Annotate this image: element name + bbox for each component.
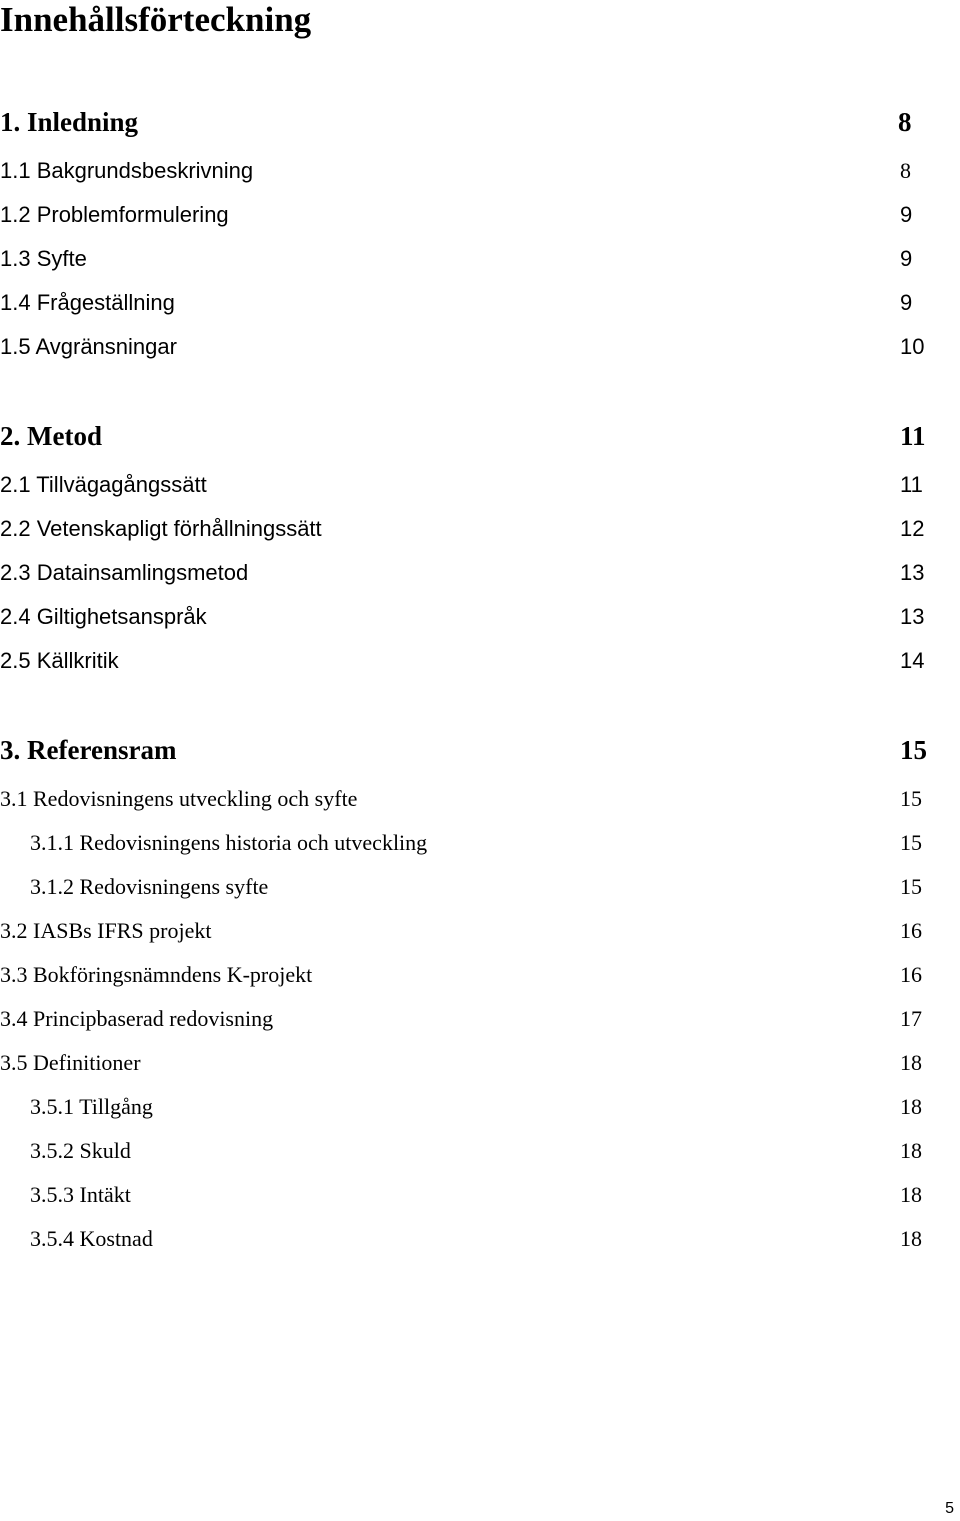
toc-heading-label: 1. Inledning xyxy=(0,107,139,137)
toc-entry-page: 9 xyxy=(900,202,913,227)
toc-entry-page: 11 xyxy=(900,472,923,497)
toc-entry[interactable] xyxy=(0,647,960,683)
toc-entry-page: 8 xyxy=(900,158,911,183)
toc-entry[interactable] xyxy=(0,873,960,909)
toc-entry-label: 1.5 Avgränsningar xyxy=(0,334,177,359)
toc-heading[interactable] xyxy=(0,734,960,770)
toc-heading[interactable] xyxy=(0,420,960,456)
toc-entry-page: 16 xyxy=(900,962,922,987)
toc-entry[interactable] xyxy=(0,1225,960,1261)
toc-entry[interactable] xyxy=(0,515,960,551)
toc-entry-page: 18 xyxy=(900,1226,922,1251)
toc-entry-label: 3.5.2 Skuld xyxy=(30,1138,131,1163)
toc-entry-label: 3.1 Redovisningens utveckling och syfte xyxy=(0,786,358,811)
toc-entry-page: 18 xyxy=(900,1182,922,1207)
toc-entry-label: 2.5 Källkritik xyxy=(0,648,119,673)
toc-heading-page: 11 xyxy=(900,421,926,451)
toc-entry-label: 3.5.4 Kostnad xyxy=(30,1226,153,1251)
toc-entry[interactable] xyxy=(0,471,960,507)
toc-heading-label: 2. Metod xyxy=(0,421,102,451)
toc-entry[interactable] xyxy=(0,961,960,997)
toc-entry-label: 3.5 Definitioner xyxy=(0,1050,141,1075)
toc-entry[interactable] xyxy=(0,1181,960,1217)
toc-entry-label: 2.4 Giltighetsanspråk xyxy=(0,604,207,629)
toc-entry[interactable] xyxy=(0,1005,960,1041)
toc-heading-label: 3. Referensram xyxy=(0,735,177,765)
toc-entry-label: 2.3 Datainsamlingsmetod xyxy=(0,560,249,585)
toc-entry-label: 2.2 Vetenskapligt förhållningssätt xyxy=(0,516,322,541)
toc-entry[interactable] xyxy=(0,559,960,595)
toc-entry-label: 3.5.1 Tillgång xyxy=(30,1094,153,1119)
toc-entry-page: 12 xyxy=(900,516,925,541)
toc-entry-page: 13 xyxy=(900,560,925,585)
toc-entry-page: 9 xyxy=(900,290,913,315)
toc-entry-label: 1.2 Problemformulering xyxy=(0,202,229,227)
toc-entry[interactable] xyxy=(0,785,960,821)
toc-entry-label: 3.1.2 Redovisningens syfte xyxy=(30,874,269,899)
toc-entry-label: 1.1 Bakgrundsbeskrivning xyxy=(0,158,254,183)
toc-entry-page: 16 xyxy=(900,918,922,943)
toc-entry[interactable] xyxy=(0,829,960,865)
toc-entry-label: 3.4 Principbaserad redovisning xyxy=(0,1006,274,1031)
toc-entry[interactable] xyxy=(0,333,960,369)
toc-entry-label: 3.3 Bokföringsnämndens K-projekt xyxy=(0,962,313,987)
toc-entry[interactable] xyxy=(0,157,960,193)
toc-entry-page: 10 xyxy=(900,334,925,359)
toc-entry-page: 17 xyxy=(900,1006,922,1031)
toc-entry-label: 3.2 IASBs IFRS projekt xyxy=(0,918,212,943)
toc-entry-page: 14 xyxy=(900,648,925,673)
page-title: Innehållsförteckning xyxy=(0,0,312,39)
toc-entry-page: 15 xyxy=(900,874,922,899)
toc-entry-page: 18 xyxy=(900,1094,922,1119)
toc-entry[interactable] xyxy=(0,1137,960,1173)
toc-entry-label: 3.1.1 Redovisningens historia och utveckling xyxy=(30,830,428,855)
toc-entry[interactable] xyxy=(0,1093,960,1129)
toc-entry-page: 18 xyxy=(900,1050,922,1075)
toc-entry[interactable] xyxy=(0,1049,960,1085)
toc-entry-label: 1.4 Frågeställning xyxy=(0,290,175,315)
toc-entry-page: 13 xyxy=(900,604,925,629)
page-number: 5 xyxy=(945,1500,954,1517)
toc-entry-page: 18 xyxy=(900,1138,922,1163)
toc-entry[interactable] xyxy=(0,603,960,639)
toc-entry[interactable] xyxy=(0,245,960,281)
toc-entry-page: 15 xyxy=(900,830,922,855)
toc-entry[interactable] xyxy=(0,201,960,237)
toc-entry-label: 1.3 Syfte xyxy=(0,246,87,271)
toc-entry-page: 15 xyxy=(900,786,922,811)
toc-heading[interactable] xyxy=(0,106,960,142)
toc-entry-page: 9 xyxy=(900,246,913,271)
toc-entry[interactable] xyxy=(0,289,960,325)
toc-entry-label: 3.5.3 Intäkt xyxy=(30,1182,131,1207)
toc-heading-page: 8 xyxy=(898,107,912,137)
toc-entry[interactable] xyxy=(0,917,960,953)
toc-heading-page: 15 xyxy=(900,735,927,765)
toc-entry-label: 2.1 Tillvägagångssätt xyxy=(0,472,207,497)
